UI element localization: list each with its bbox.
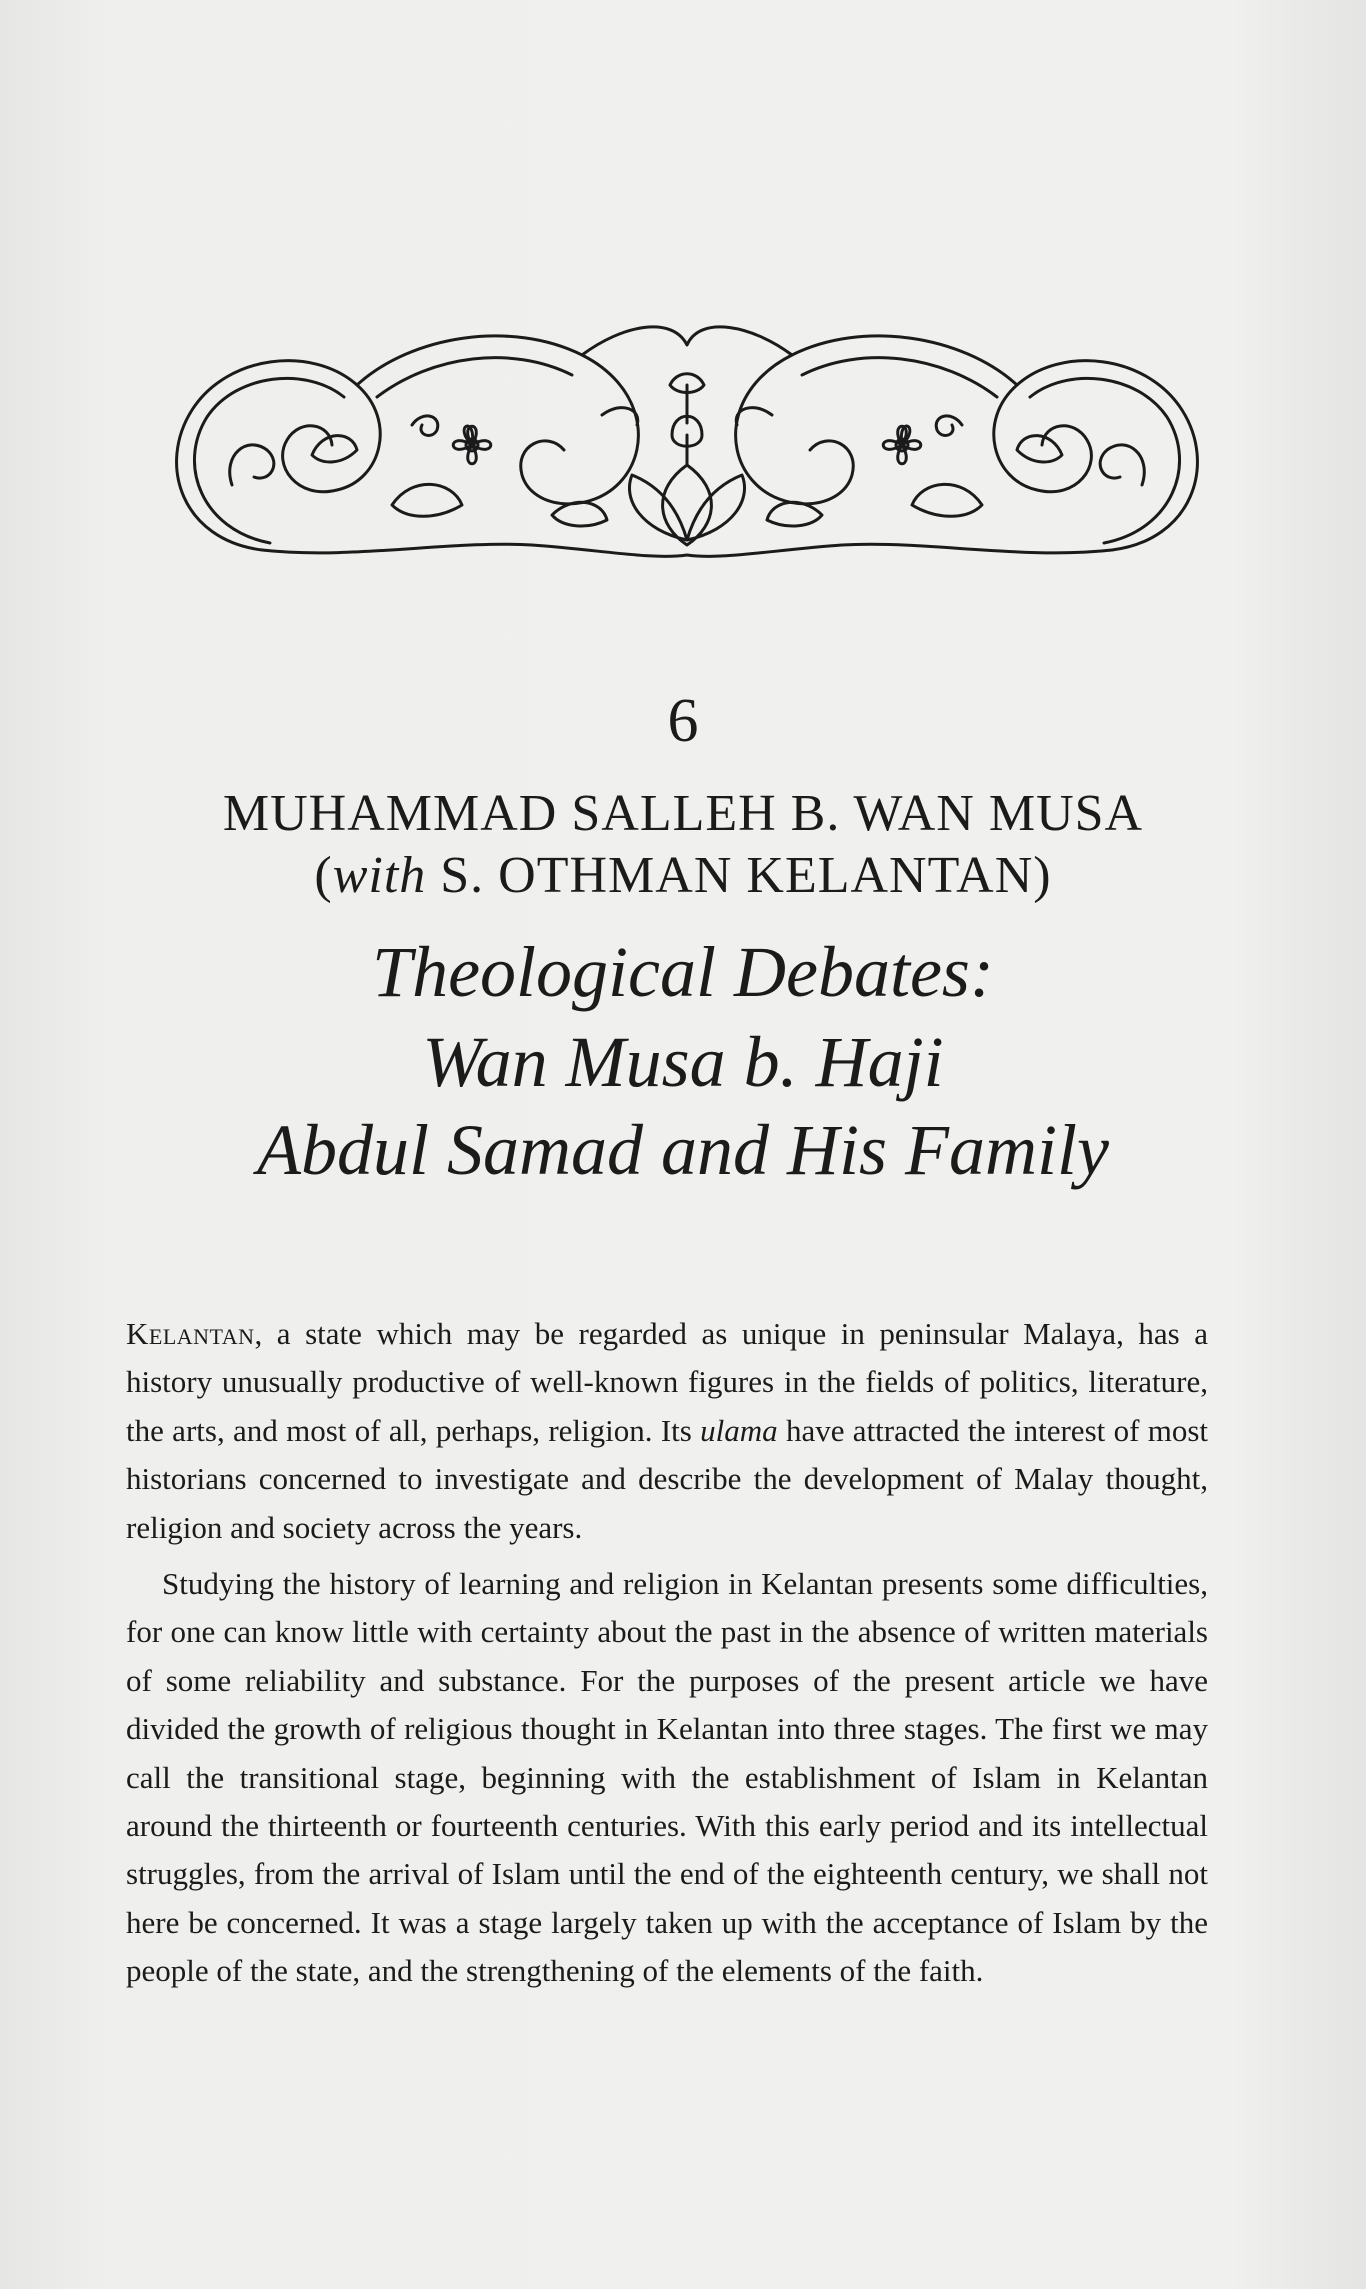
paragraph-1-text-a: , a state which may be regarded as unique in peninsular Malaya, has a history unusually productive of well-known figures in the fields of politics, literature, the arts, and most of all, perhaps, religion. Its <box>126 1316 1208 1448</box>
ulama-term: ulama <box>700 1412 778 1448</box>
opening-word: Kelantan <box>126 1316 255 1351</box>
close-paren: ) <box>1033 847 1052 904</box>
chapter-title-line3: Abdul Samad and His Family <box>257 1110 1109 1190</box>
floral-scroll-ornament-icon <box>152 315 1222 565</box>
open-paren: ( <box>314 847 333 904</box>
chapter-authors-line2 <box>0 846 1366 906</box>
chapter-title-line2: Wan Musa b. Haji <box>422 1022 944 1102</box>
with-word: with <box>332 847 427 904</box>
chapter-authors-line1: MUHAMMAD SALLEH B. WAN MUSA <box>222 785 1144 842</box>
paragraph-1 <box>126 1310 1208 1552</box>
paragraph-2: Studying the history of learning and religion in Kelantan presents some difficulties, for one can know little with certainty about the past in the absence of written materials of some reliability and substance. For the purposes of the present article we have divided the growth of religious thought in Kelantan into three stages. The first we may call the transitional stage, beginning with the establishment of Islam in Kelantan around the thirteenth or fourteenth centuries. With this early period and its intellectual struggles, from the arrival of Islam until the end of the eighteenth century, we shall not here be concerned. It was a stage largely taken up with the acceptance of Islam by the people of the state, and the strengthening of the elements of the faith. <box>126 1566 1208 1989</box>
chapter-body <box>126 1310 1208 2004</box>
chapter-number: 6 <box>667 687 699 755</box>
chapter-title-line1: Theological Debates: <box>372 932 994 1012</box>
co-author-name: S. OTHMAN KELANTAN <box>426 847 1034 904</box>
paragraph-1-text-b: have attracted the interest of most historians concerned to investigate and describe the development of Malay thought, religion and society across the years. <box>126 1412 1208 1545</box>
